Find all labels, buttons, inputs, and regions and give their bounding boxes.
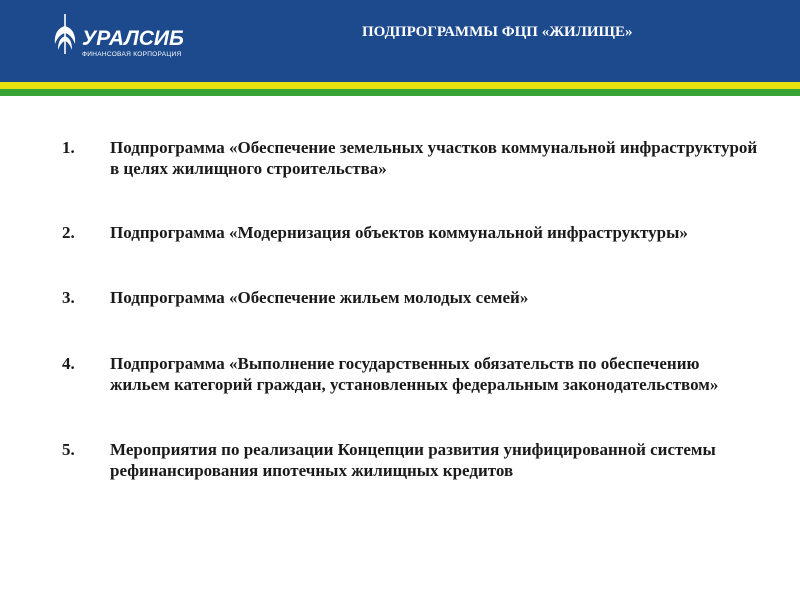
list-item-text: Подпрограмма «Обеспечение земельных участков коммунальной инфраструктурой в целях жилищного строительства» (110, 138, 758, 178)
list-item (62, 439, 762, 481)
list-item (62, 287, 762, 308)
list-item-text: Подпрограмма «Выполнение государственных обязательств по обеспечению жильем категорий граждан, установленных федеральным законодательством» (110, 354, 719, 394)
list-item-number: 4. (62, 354, 75, 373)
list-item (62, 137, 762, 179)
list-item-text: Мероприятия по реализации Концепции развития унифицированной системы рефинансирования ипотечных жилищных кредитов (110, 440, 716, 480)
list-item (62, 353, 762, 395)
uralsib-logo (52, 14, 192, 64)
list-item-number: 2. (62, 223, 75, 242)
subprogram-list (62, 137, 762, 481)
logo-emblem-icon (52, 14, 78, 56)
header-band (0, 0, 800, 82)
page-title: ПОДПРОГРАММЫ ФЦП «ЖИЛИЩЕ» (362, 24, 633, 40)
logo-name: УРАЛСИБ (82, 27, 184, 50)
list-item-number: 5. (62, 440, 75, 459)
list-item-text: Подпрограмма «Модернизация объектов коммунальной инфраструктуры» (110, 223, 688, 242)
list-item-number: 1. (62, 138, 75, 157)
yellow-stripe (0, 82, 800, 89)
list-item-number: 3. (62, 288, 75, 307)
green-stripe (0, 89, 800, 96)
list-item-text: Подпрограмма «Обеспечение жильем молодых семей» (110, 288, 529, 307)
list-item (62, 222, 762, 243)
logo-tagline: ФИНАНСОВАЯ КОРПОРАЦИЯ (82, 51, 182, 58)
